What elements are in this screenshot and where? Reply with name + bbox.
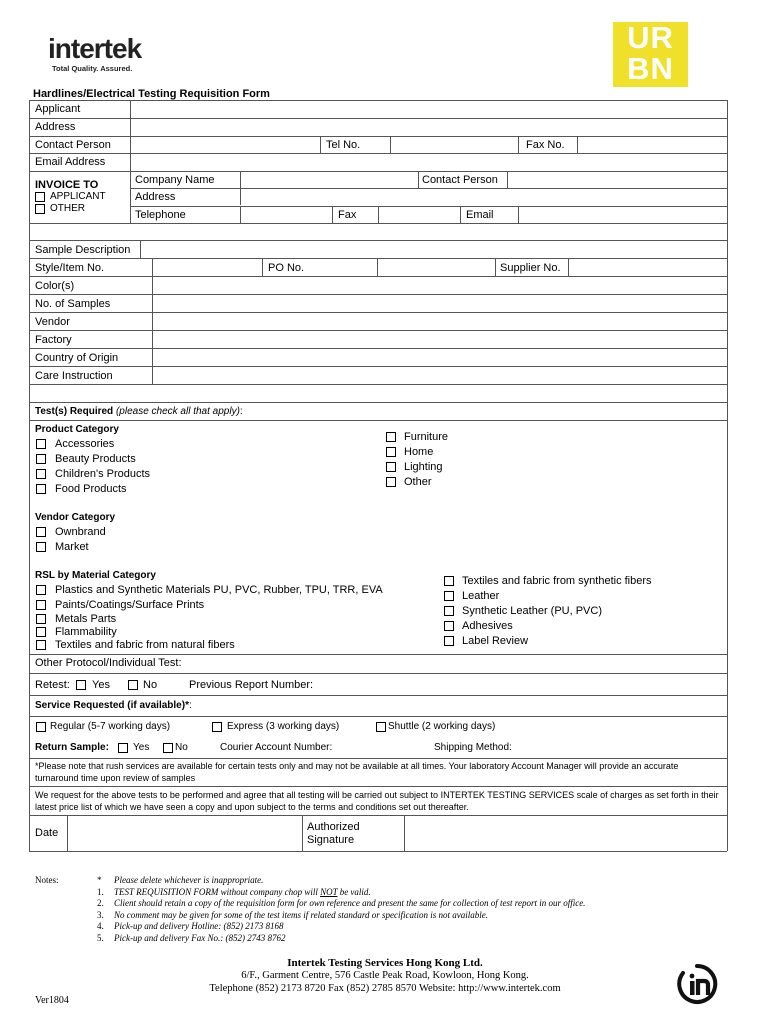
invoice-applicant-checkbox[interactable] xyxy=(35,192,45,202)
regular-service-checkbox[interactable] xyxy=(36,722,46,732)
intertek-round-icon xyxy=(675,962,719,1006)
colors-label: Color(s) xyxy=(35,280,75,292)
food-products-checkbox[interactable] xyxy=(36,484,46,494)
return-sample-label: Return Sample: xyxy=(35,742,109,753)
care-instruction-label: Care Instruction xyxy=(35,370,113,382)
home-label: Home xyxy=(404,446,434,458)
telephone-label: Telephone xyxy=(135,209,186,221)
shuttle-service-checkbox[interactable] xyxy=(376,722,386,732)
return-no-checkbox[interactable] xyxy=(163,743,173,753)
invoice-other-label: OTHER xyxy=(50,203,85,214)
retest-no-checkbox[interactable] xyxy=(128,680,138,690)
vendor-label: Vendor xyxy=(35,316,70,328)
service-requested-title xyxy=(35,699,192,713)
notes-label: Notes: xyxy=(35,875,59,885)
plastics-label: Plastics and Synthetic Materials PU, PVC, Rubber, TPU, TRR, EVA xyxy=(55,584,383,596)
factory-label: Factory xyxy=(35,334,72,346)
beauty-products-checkbox[interactable] xyxy=(36,454,46,464)
flammability-label: Flammability xyxy=(55,626,117,638)
notes-list xyxy=(97,875,717,944)
other-product-checkbox[interactable] xyxy=(386,477,396,487)
furniture-checkbox[interactable] xyxy=(386,432,396,442)
fax-label: Fax No. xyxy=(526,139,565,151)
tests-required-note: (please check all that apply) xyxy=(115,406,240,417)
vendor-category-title: Vendor Category xyxy=(35,512,116,523)
invoice-other-checkbox[interactable] xyxy=(35,204,45,214)
food-products-label: Food Products xyxy=(55,483,127,495)
metals-checkbox[interactable] xyxy=(36,614,46,624)
other-product-label: Other xyxy=(404,476,432,488)
ownbrand-label: Ownbrand xyxy=(55,526,106,538)
date-label: Date xyxy=(35,827,59,839)
natural-fibers-checkbox[interactable] xyxy=(36,640,46,650)
invoice-applicant-label: APPLICANT xyxy=(50,191,106,202)
plastics-checkbox[interactable] xyxy=(36,585,46,595)
accessories-checkbox[interactable] xyxy=(36,439,46,449)
urbn-logo-line1: UR xyxy=(627,20,674,55)
leather-checkbox[interactable] xyxy=(444,591,454,601)
form-title: Hardlines/Electrical Testing Requisition Form xyxy=(33,88,270,100)
adhesives-label: Adhesives xyxy=(462,620,513,632)
return-yes-checkbox[interactable] xyxy=(118,743,128,753)
note-item: * Please delete whichever is inappropriate. xyxy=(97,875,264,885)
label-review-label: Label Review xyxy=(462,635,529,647)
company-name: Intertek Testing Services Hong Kong Ltd. xyxy=(287,957,483,969)
courier-account-label: Courier Account Number: xyxy=(220,742,333,753)
market-checkbox[interactable] xyxy=(36,542,46,552)
urbn-logo-line2: BN xyxy=(627,51,674,86)
invoice-contact-person-label: Contact Person xyxy=(422,174,498,186)
invoice-address-label: Address xyxy=(135,191,176,203)
invoice-to-title: INVOICE TO xyxy=(35,179,99,191)
company-contact: Telephone (852) 2173 8720 Fax (852) 2785 8570 Website: http://www.intertek.com xyxy=(209,983,561,994)
po-label: PO No. xyxy=(268,262,305,274)
service-requested-colon: : xyxy=(188,700,192,711)
lighting-label: Lighting xyxy=(404,461,443,473)
lighting-checkbox[interactable] xyxy=(386,462,396,472)
flammability-checkbox[interactable] xyxy=(36,627,46,637)
regular-service-label: Regular (5-7 working days) xyxy=(50,721,171,732)
metals-label: Metals Parts xyxy=(55,613,117,625)
sample-description-label: Sample Description xyxy=(35,244,131,256)
market-label: Market xyxy=(55,541,89,553)
synthetic-leather-checkbox[interactable] xyxy=(444,606,454,616)
synthetic-fibers-checkbox[interactable] xyxy=(444,576,454,586)
agreement-text: We request for the above tests to be performed and agree that all testing will be carried out subject to INTERTEK TESTING SERVICES scale of charges as set forth in their latest price list of which we have seen a copy and upon subject to the terms and conditions set out thereafter. xyxy=(35,790,719,812)
product-category-title: Product Category xyxy=(35,424,119,435)
note-item: 5. Pick-up and delivery Fax No.: (852) 2743 8762 xyxy=(97,932,286,943)
express-service-label: Express (3 working days) xyxy=(227,721,340,732)
note-item: 4. Pick-up and delivery Hotline: (852) 2173 8168 xyxy=(97,921,284,931)
email-address-label: Email Address xyxy=(35,156,106,168)
synthetic-leather-label: Synthetic Leather (PU, PVC) xyxy=(462,605,603,617)
urbn-logo xyxy=(613,22,688,87)
label-review-checkbox[interactable] xyxy=(444,636,454,646)
rsl-category-title: RSL by Material Category xyxy=(35,570,156,581)
other-protocol-label: Other Protocol/Individual Test: xyxy=(35,657,182,669)
invoice-fax-label: Fax xyxy=(338,209,357,221)
ownbrand-checkbox[interactable] xyxy=(36,527,46,537)
rush-note: *Please note that rush services are available for certain tests only and may not be available at all times. Your laboratory Account Manager will provide an accurate turnaround time upon review of samples xyxy=(35,761,679,783)
accessories-label: Accessories xyxy=(55,438,115,450)
intertek-logo xyxy=(48,34,168,80)
return-yes-label: Yes xyxy=(133,742,150,753)
shuttle-service-label: Shuttle (2 working days) xyxy=(388,721,496,732)
style-item-label: Style/Item No. xyxy=(35,262,105,274)
beauty-products-label: Beauty Products xyxy=(55,453,136,465)
furniture-label: Furniture xyxy=(404,431,449,443)
adhesives-checkbox[interactable] xyxy=(444,621,454,631)
tests-required-heading xyxy=(35,405,243,419)
retest-yes-label: Yes xyxy=(92,679,110,691)
company-address: 6/F., Garment Centre, 576 Castle Peak Road, Kowloon, Hong Kong. xyxy=(241,970,529,981)
retest-yes-checkbox[interactable] xyxy=(76,680,86,690)
service-requested-text: Service Requested (if available)* xyxy=(35,700,189,711)
tests-required-title: Test(s) Required xyxy=(35,406,114,417)
company-name-label: Company Name xyxy=(135,174,215,186)
invoice-email-label: Email xyxy=(466,209,494,221)
authorized-label: Authorized xyxy=(307,821,360,833)
retest-no-label: No xyxy=(143,679,158,691)
supplier-label: Supplier No. xyxy=(500,262,561,274)
note-item: 2. Client should retain a copy of the requisition form for own reference and present the same for collection of test report in our office. xyxy=(97,898,586,908)
home-checkbox[interactable] xyxy=(386,447,396,457)
retest-label: Retest: xyxy=(35,679,70,691)
synthetic-fibers-label: Textiles and fabric from synthetic fibers xyxy=(462,575,652,587)
shipping-method-label: Shipping Method: xyxy=(434,742,512,753)
applicant-label: Applicant xyxy=(35,103,81,115)
address-label: Address xyxy=(35,121,76,133)
contact-person-label: Contact Person xyxy=(35,139,111,151)
note-item: 1. TEST REQUISITION FORM without company chop will NOT be valid. xyxy=(97,886,371,897)
paints-label: Paints/Coatings/Surface Prints xyxy=(55,599,205,611)
country-of-origin-label: Country of Origin xyxy=(35,352,119,364)
version-label: Ver1804 xyxy=(35,995,69,1006)
childrens-products-checkbox[interactable] xyxy=(36,469,46,479)
signature-label: Signature xyxy=(307,834,355,846)
express-service-checkbox[interactable] xyxy=(212,722,222,732)
note-item: 3. No comment may be given for some of the test items if related standard or specification is not available. xyxy=(97,909,489,920)
previous-report-label: Previous Report Number: xyxy=(189,679,314,691)
natural-fibers-label: Textiles and fabric from natural fibers xyxy=(55,639,235,651)
intertek-logo-text: intertek xyxy=(48,33,142,64)
return-no-label: No xyxy=(175,742,188,753)
childrens-products-label: Children's Products xyxy=(55,468,151,480)
no-of-samples-label: No. of Samples xyxy=(35,298,111,310)
tests-required-colon: : xyxy=(239,406,243,417)
tel-label: Tel No. xyxy=(326,139,361,151)
intertek-tagline: Total Quality. Assured. xyxy=(52,64,133,73)
leather-label: Leather xyxy=(462,590,500,602)
paints-checkbox[interactable] xyxy=(36,600,46,610)
